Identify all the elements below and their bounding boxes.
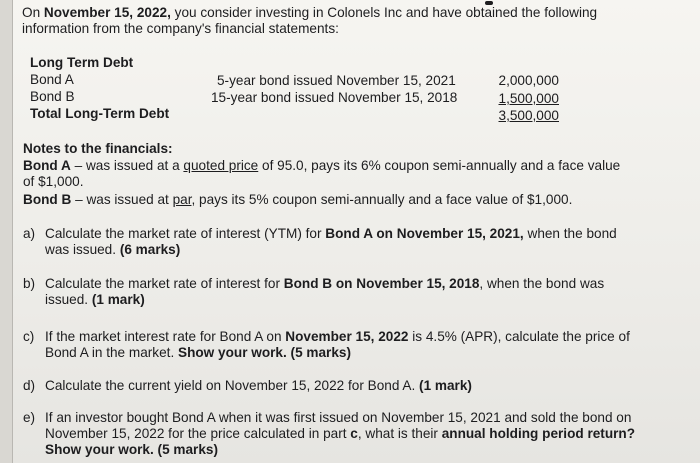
question-a-letter: a)	[23, 226, 36, 241]
question-a-line-1	[45, 226, 617, 242]
q-bold: annual holding period return?	[441, 426, 636, 441]
intro-post: you consider investing in Colonels Inc and have obtained the following	[170, 5, 598, 20]
note-bond-a-line-1	[23, 158, 620, 174]
question-e-letter: e)	[23, 410, 36, 425]
intro-date: November 15, 2022,	[43, 5, 171, 20]
quoted-price-link[interactable]: quoted price	[183, 158, 259, 173]
debt-row-label: Bond B	[30, 89, 75, 104]
intro-line-2: information from the company's financial statements:	[22, 21, 339, 36]
note-text: – was issued at a	[70, 158, 184, 173]
question-c-line-2	[45, 345, 351, 361]
debt-row-label: Bond A	[30, 72, 74, 87]
debt-total-amount: 3,500,000	[498, 108, 559, 123]
q-text: was issued.	[45, 242, 120, 257]
q-bold: (6 marks)	[119, 242, 181, 257]
q-text: when the bond	[523, 226, 617, 241]
debt-heading: Long Term Debt	[30, 55, 134, 70]
question-e-line-2	[45, 426, 635, 442]
q-bold: November 15, 2022	[285, 329, 409, 344]
q-text: Calculate the market rate of interest for	[45, 276, 284, 291]
q-text: November 15, 2022 for the price calculated in part	[45, 426, 351, 441]
note-bond-a-label: Bond A	[23, 158, 71, 173]
q-bold: (1 mark)	[419, 378, 472, 393]
question-c-line-1	[45, 329, 630, 345]
q-text: , what is their	[357, 426, 442, 441]
debt-total-label: Total Long-Term Debt	[30, 106, 170, 121]
note-text: , pays its 5% coupon semi-annually and a face value of $1,000.	[191, 192, 573, 207]
note-bond-b-label: Bond B	[23, 192, 72, 207]
question-b-letter: b)	[23, 276, 36, 291]
q-text: issued.	[45, 292, 92, 307]
q-bold: (1 mark)	[91, 292, 145, 307]
q-text: Calculate the current yield on November 15, 2022 for Bond A.	[45, 378, 420, 393]
document-page	[12, 0, 700, 463]
question-b-line-1	[45, 276, 604, 292]
note-bond-b	[23, 192, 572, 208]
note-text: – was issued at	[71, 192, 173, 207]
q-text: If the market interest rate for Bond A on	[45, 329, 286, 344]
q-bold: Bond A on November 15, 2021,	[325, 226, 524, 241]
intro-pre: On	[22, 5, 44, 20]
notes-heading: Notes to the financials:	[23, 141, 173, 156]
debt-row-desc: 5-year bond issued November 15, 2021	[217, 73, 456, 88]
debt-row-amount: 1,500,000	[498, 91, 559, 106]
q-text: Calculate the market rate of interest (YTM) for	[45, 226, 326, 241]
par-link[interactable]: par	[172, 192, 192, 207]
question-c-letter: c)	[23, 329, 35, 344]
q-bold: Show your work. (5 marks)	[178, 345, 351, 360]
intro-line-1	[22, 5, 597, 21]
q-text: Bond A in the market.	[45, 345, 178, 360]
q-text: is 4.5% (APR), calculate the price of	[408, 329, 630, 344]
question-e-line-3: Show your work. (5 marks)	[45, 442, 218, 457]
question-e-line-1: If an investor bought Bond A when it was first issued on November 15, 2021 and sold the bond on	[45, 410, 632, 425]
note-bond-a-line-2: of $1,000.	[23, 174, 84, 189]
q-bold: c	[350, 426, 358, 441]
question-d-line-1	[45, 378, 472, 394]
question-d-letter: d)	[23, 378, 36, 393]
q-text: , when the bond was	[479, 276, 605, 291]
debt-row-desc: 15-year bond issued November 15, 2018	[211, 90, 458, 105]
note-text: of 95.0, pays its 6% coupon semi-annually and a face value	[258, 158, 621, 173]
q-bold: Bond B on November 15, 2018	[283, 276, 480, 291]
debt-row-amount: 2,000,000	[498, 73, 559, 88]
question-a-line-2	[45, 242, 180, 258]
question-b-line-2	[45, 292, 145, 308]
